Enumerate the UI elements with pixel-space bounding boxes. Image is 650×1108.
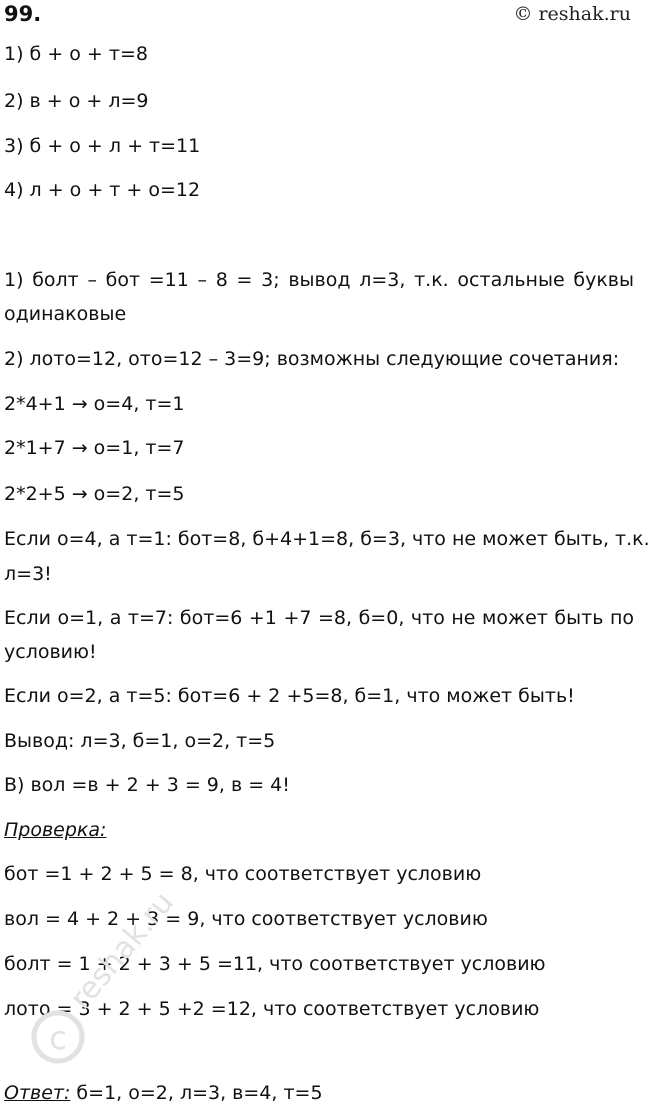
check-line-2: вол = 4 + 2 + 3 = 9, что соответствует условию [4,908,488,930]
answer-line [4,1081,323,1105]
combo-3: 2*2+5 → о=2, т=5 [4,483,185,505]
check-line-1: бот =1 + 2 + 5 = 8, что соответствует условию [4,863,482,885]
case3-text: Если о=2, а т=5: бот=6 + 2 +5=8, б=1, что может быть! [4,685,575,707]
step1-text-cont: одинаковые [4,303,127,325]
watermark-text: reshak.ru [63,885,182,1017]
step1-text: 1) болт – бот =11 – 8 = 3; вывод л=3, т.к. остальные буквы [4,269,634,291]
answer-label: Ответ: [4,1082,71,1104]
case1-text: Если о=4, а т=1: бот=8, б+4+1=8, б=3, что не может быть, т.к. [4,528,650,550]
answer-text: б=1, о=2, л=3, в=4, т=5 [70,1082,323,1104]
task-number: 99. [4,2,42,26]
equation-1: 1) б + о + т=8 [4,43,148,65]
case1-text-cont: л=3! [4,563,52,585]
watermark-copyright-c: c [49,1019,67,1057]
case2-text-cont: условию! [4,641,97,663]
case2-text: Если о=1, а т=7: бот=6 +1 +7 =8, б=0, что не может быть по [4,607,634,629]
combo-1: 2*4+1 → о=4, т=1 [4,393,185,415]
equation-2: 2) в + о + л=9 [4,90,149,112]
equation-4: 4) л + о + т + о=12 [4,179,201,201]
check-line-4: лото = 3 + 2 + 5 +2 =12, что соответствует условию [4,998,540,1020]
equation-3: 3) б + о + л + т=11 [4,135,201,157]
copyright-label: © reshak.ru [513,3,631,25]
check-line-3: болт = 1 + 2 + 3 + 5 =11, что соответствует условию [4,953,546,975]
combo-2: 2*1+7 → о=1, т=7 [4,437,185,459]
check-heading: Проверка: [4,819,107,841]
step2-text: 2) лото=12, ото=12 – 3=9; возможны следующие сочетания: [4,348,620,370]
v-equation: В) вол =в + 2 + 3 = 9, в = 4! [4,774,290,796]
conclusion-text: Вывод: л=3, б=1, о=2, т=5 [4,730,276,752]
